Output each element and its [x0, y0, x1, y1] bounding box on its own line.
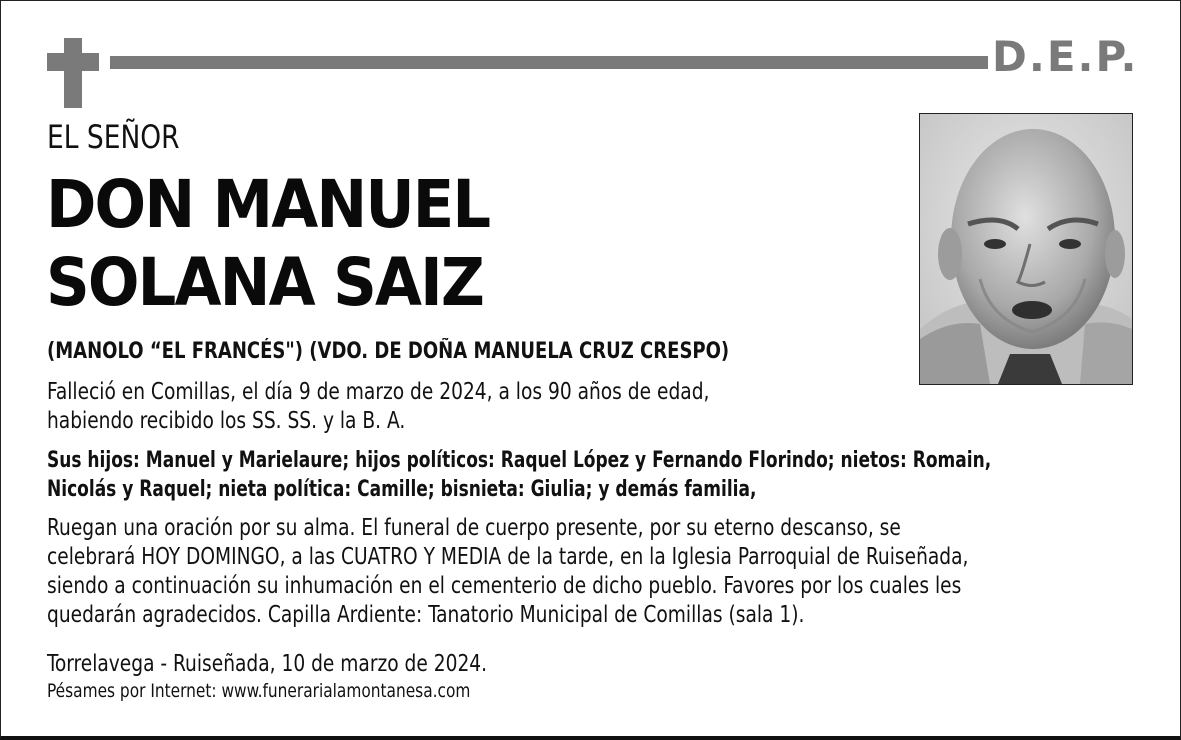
header-rule — [110, 56, 988, 69]
portrait-photo — [919, 113, 1133, 385]
cross-icon-horizontal — [47, 53, 99, 71]
nickname-widower-line: (MANOLO “EL FRANCÉS") (VDO. DE DOÑA MANUELA CRUZ CRESPO) — [47, 339, 730, 364]
funeral-line: celebrará HOY DOMINGO, a las CUATRO Y MEDIA de la tarde, en la Iglesia Parroquial de Ruiseñada, — [47, 544, 969, 570]
cross-icon-vertical — [64, 38, 82, 108]
family-line: Nicolás y Raquel; nieta política: Camille; bisnieta: Giulia; y demás familia, — [47, 477, 757, 502]
family-list — [47, 446, 991, 504]
condolences-website: Pésames por Internet: www.funerarialamontanesa.com — [47, 680, 471, 702]
funeral-line: siendo a continuación su inhumación en el cementerio de dicho pueblo. Favores por los cuales les — [47, 573, 962, 599]
dep-label: D.E.P. — [992, 32, 1139, 81]
death-notice-line: habiendo recibido los SS. SS. y la B. A. — [47, 408, 406, 434]
funeral-line: quedarán agradecidos. Capilla Ardiente: Tanatorio Municipal de Comillas (sala 1). — [47, 602, 805, 628]
death-notice-line: Falleció en Comillas, el día 9 de marzo de 2024, a los 90 años de edad, — [47, 379, 710, 405]
place-date: Torrelavega - Ruiseñada, 10 de marzo de 2024. — [47, 651, 488, 677]
salutation: EL SEÑOR — [47, 118, 180, 156]
funeral-line: Ruegan una oración por su alma. El funeral de cuerpo presente, por su eterno descanso, se — [47, 515, 901, 541]
death-notice — [47, 378, 709, 436]
family-line: Sus hijos: Manuel y Marielaure; hijos políticos: Raquel López y Fernando Florindo; nietos: Romain, — [47, 448, 992, 473]
name-line-1: DON MANUEL — [46, 166, 490, 243]
funeral-details — [47, 514, 968, 630]
deceased-name — [46, 166, 489, 322]
name-line-2: SOLANA SAIZ — [46, 244, 484, 321]
